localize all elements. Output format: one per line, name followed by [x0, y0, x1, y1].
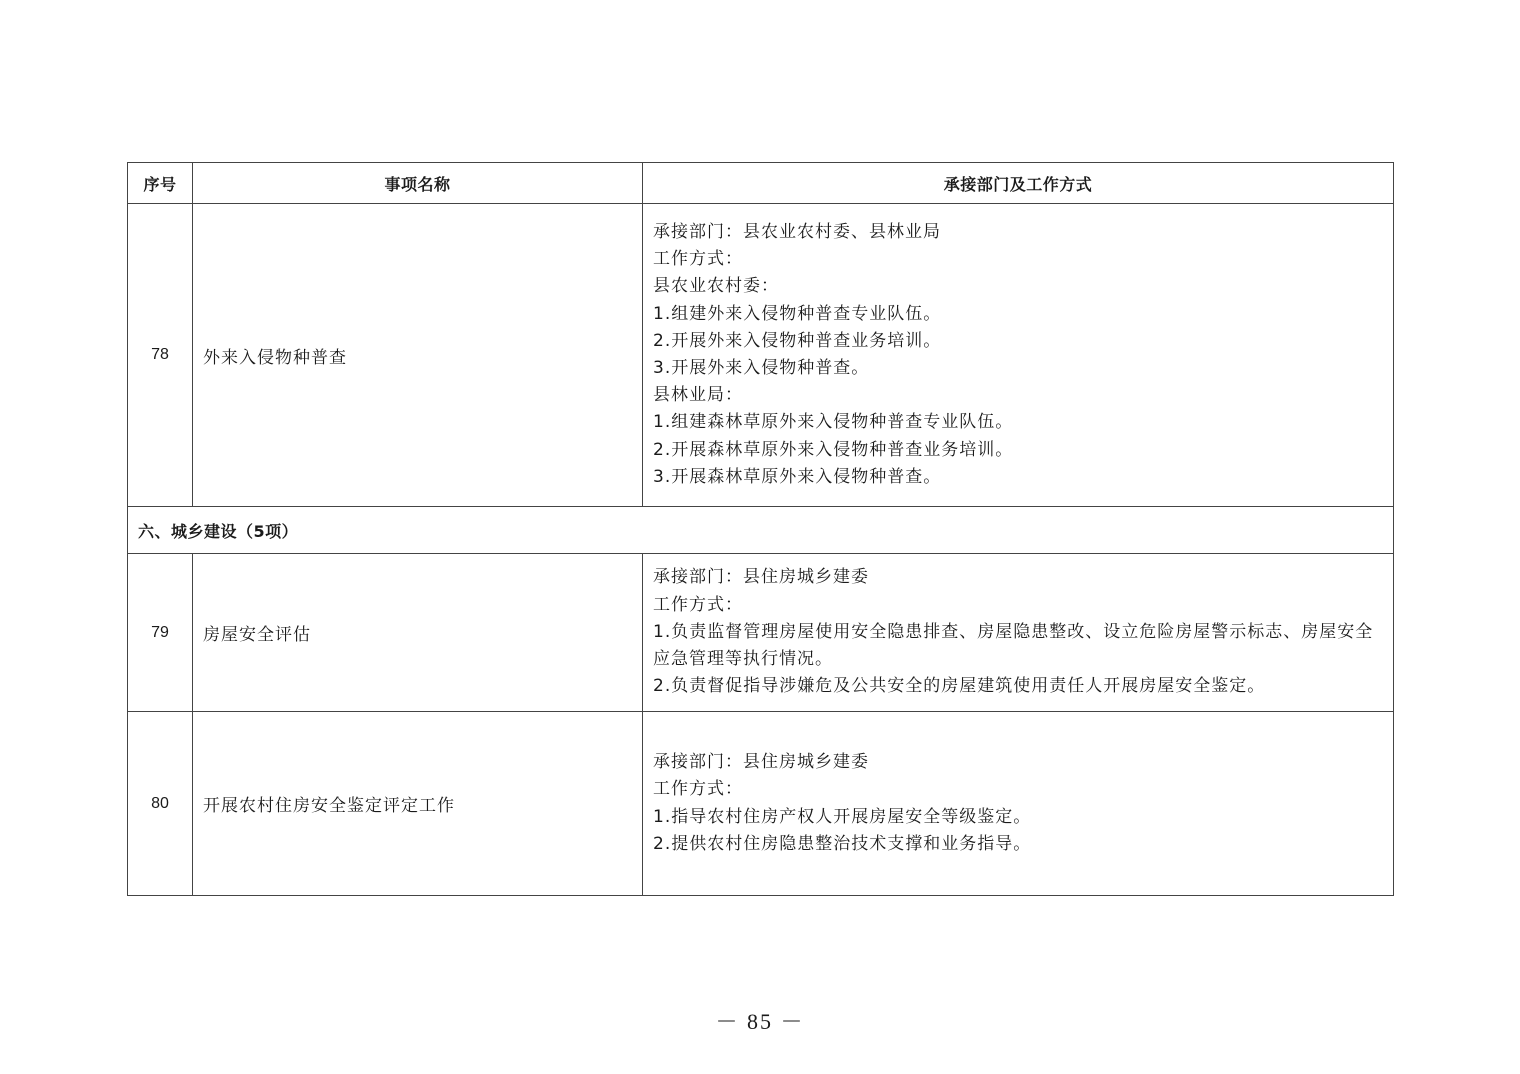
header-serial: 序号: [128, 163, 193, 204]
detail-line: 2.开展森林草原外来入侵物种普查业务培训。: [653, 439, 1014, 460]
detail-line: 承接部门：县住房城乡建委: [653, 752, 869, 773]
page-number: － 85 －: [715, 1009, 805, 1034]
header-department-method: 承接部门及工作方式: [643, 163, 1394, 204]
section-row: [128, 507, 1394, 554]
table-row: [128, 204, 1394, 507]
table-row: [128, 712, 1394, 896]
table-header-row: [128, 163, 1394, 204]
detail-line: 2.负责督促指导涉嫌危及公共安全的房屋建筑使用责任人开展房屋安全鉴定。: [653, 676, 1266, 697]
detail-line: 1.负责监督管理房屋使用安全隐患排查、房屋隐患整改、设立危险房屋警示标志、房屋安全应急管理等执行情况。: [653, 621, 1374, 670]
detail-line: 2.提供农村住房隐患整治技术支撑和业务指导。: [653, 833, 1032, 854]
detail-line: 2.开展外来入侵物种普查业务培训。: [653, 330, 942, 351]
matters-table: [127, 162, 1394, 896]
detail-line: 1.组建外来入侵物种普查专业队伍。: [653, 303, 942, 324]
detail-line: 承接部门：县农业农村委、县林业局: [653, 221, 941, 242]
row-serial: 80: [128, 712, 193, 896]
detail-line: 工作方式：: [653, 594, 743, 615]
detail-line: 3.开展外来入侵物种普查。: [653, 358, 870, 378]
detail-line: 工作方式：: [653, 779, 743, 800]
table-row: [128, 554, 1394, 712]
row-serial: 78: [128, 204, 193, 507]
detail-line: 工作方式：: [653, 249, 743, 270]
row-detail: [643, 712, 1394, 896]
section-title: 六、城乡建设（5项）: [128, 507, 1394, 554]
row-item-name: 房屋安全评估: [193, 554, 643, 712]
row-item-name: 开展农村住房安全鉴定评定工作: [193, 712, 643, 896]
row-serial: 79: [128, 554, 193, 712]
detail-line: 承接部门：县住房城乡建委: [653, 567, 869, 588]
detail-line: 县农业农村委：: [653, 276, 779, 297]
row-item-name: 外来入侵物种普查: [193, 204, 643, 507]
detail-line: 1.指导农村住房产权人开展房屋安全等级鉴定。: [653, 806, 1032, 827]
header-item-name: 事项名称: [193, 163, 643, 204]
row-detail: [643, 204, 1394, 507]
detail-line: 1.组建森林草原外来入侵物种普查专业队伍。: [653, 412, 1014, 433]
detail-line: 县林业局：: [653, 385, 743, 406]
row-detail: [643, 554, 1394, 712]
detail-line: 3.开展森林草原外来入侵物种普查。: [653, 466, 942, 487]
